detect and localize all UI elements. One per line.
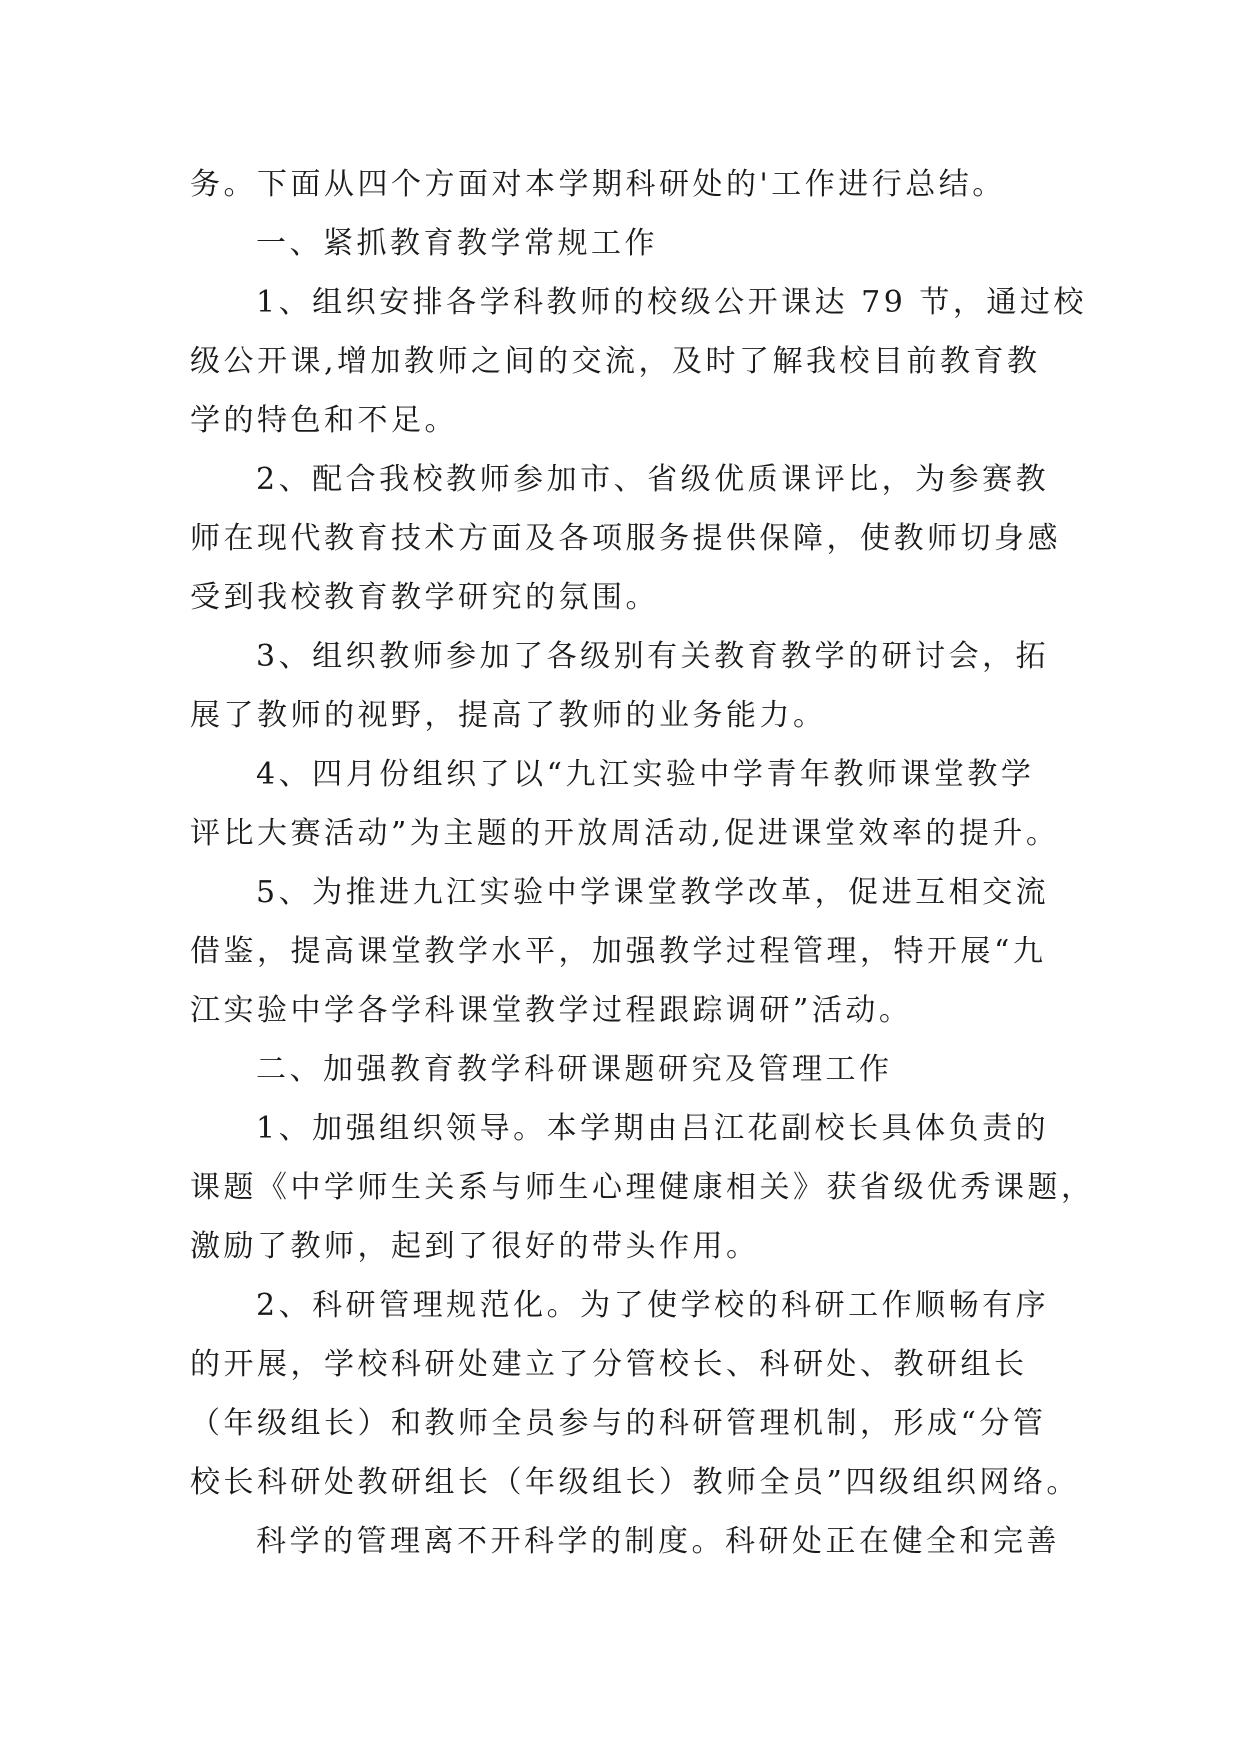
paragraph-line: 学的特色和不足。 — [190, 403, 458, 438]
paragraph-line: 校长科研处教研组长（年级组长）教师全员”四级组织网络。 — [190, 1465, 1080, 1500]
paragraph-line: 5、为推进九江实验中学课堂教学改革，促进互相交流 — [256, 875, 1050, 910]
paragraph-line: 展了教师的视野，提高了教师的业务能力。 — [190, 698, 827, 733]
paragraph-line: 2、科研管理规范化。为了使学校的科研工作顺畅有序 — [256, 1288, 1050, 1323]
paragraph-line: 1、加强组织领导。本学期由吕江花副校长具体负责的 — [256, 1111, 1050, 1146]
paragraph-line: 评比大赛活动”为主题的开放周活动,促进课堂效率的提升。 — [190, 816, 1060, 851]
section-heading: 二、加强教育教学科研课题研究及管理工作 — [256, 1052, 893, 1087]
paragraph-line: 2、配合我校教师参加市、省级优质课评比，为参赛教 — [256, 462, 1050, 497]
paragraph-line: 激励了教师，起到了很好的带头作用。 — [190, 1229, 760, 1264]
paragraph-line: 科学的管理离不开科学的制度。科研处正在健全和完善 — [256, 1524, 1060, 1559]
paragraph-line: 4、四月份组织了以“九江实验中学青年教师课堂教学 — [256, 757, 1035, 792]
paragraph-line: 1、组织安排各学科教师的校级公开课达 79 节，通过校 — [256, 285, 1087, 320]
paragraph-line: 级公开课,增加教师之间的交流，及时了解我校目前教育教 — [190, 344, 1041, 379]
paragraph-line: 借鉴，提高课堂教学水平，加强教学过程管理，特开展“九 — [190, 934, 1047, 969]
section-heading: 一、紧抓教育教学常规工作 — [256, 226, 658, 261]
paragraph-line: 受到我校教育教学研究的氛围。 — [190, 580, 659, 615]
paragraph-line: （年级组长）和教师全员参与的科研管理机制，形成“分管 — [190, 1406, 1047, 1441]
paragraph-line: 师在现代教育技术方面及各项服务提供保障，使教师切身感 — [190, 521, 1061, 556]
paragraph-line: 的开展，学校科研处建立了分管校长、科研处、教研组长 — [190, 1347, 1028, 1382]
paragraph-line: 3、组织教师参加了各级别有关教育教学的研讨会，拓 — [256, 639, 1050, 674]
paragraph-line: 务。下面从四个方面对本学期科研处的'工作进行总结。 — [190, 167, 1006, 202]
paragraph-line: 课题《中学师生关系与师生心理健康相关》获省级优秀课题， — [190, 1170, 1095, 1205]
paragraph-line: 江实验中学各学科课堂教学过程跟踪调研”活动。 — [190, 993, 913, 1028]
